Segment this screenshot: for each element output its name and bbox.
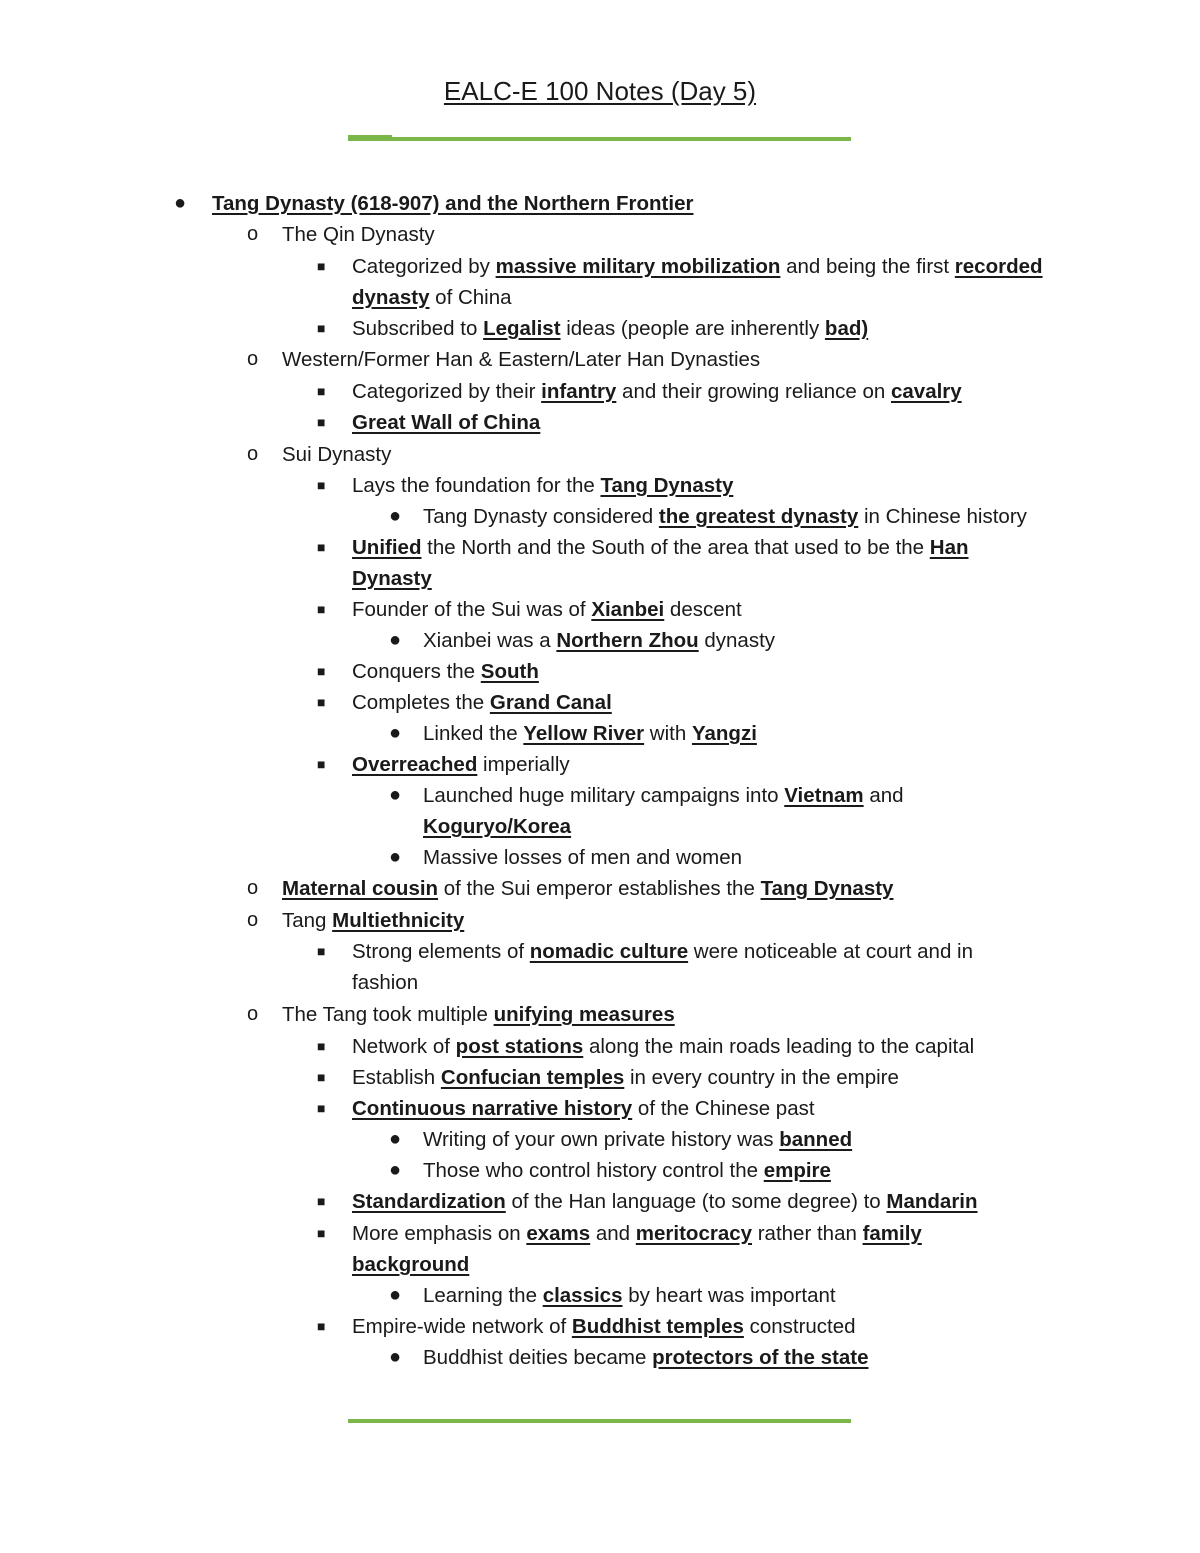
list-item: Great Wall of China: [352, 411, 541, 434]
bullet-disc-icon: ●: [389, 1159, 402, 1181]
list-item: Buddhist deities became protectors of the state: [423, 1346, 869, 1369]
list-item: Maternal cousin of the Sui emperor establishes the Tang Dynasty: [282, 877, 894, 900]
list-item: Strong elements of nomadic culture were noticeable at court and in: [352, 940, 974, 963]
list-item: Empire-wide network of Buddhist temples constructed: [352, 1315, 856, 1338]
list-item-continuation: Dynasty: [352, 567, 432, 590]
list-item: Western/Former Han & Eastern/Later Han Dynasties: [282, 348, 761, 371]
bullet-disc-icon: ●: [389, 1128, 402, 1150]
list-item: Continuous narrative history of the Chinese past: [352, 1097, 815, 1120]
list-item: Launched huge military campaigns into Vietnam and: [423, 784, 904, 807]
list-item: Learning the classics by heart was important: [423, 1284, 836, 1307]
list-item: More emphasis on exams and meritocracy rather than family: [352, 1222, 922, 1245]
bullet-circle-icon: o: [247, 348, 259, 370]
bullet-circle-icon: o: [247, 223, 259, 245]
bullet-circle-icon: o: [247, 1003, 259, 1025]
page-title: EALC-E 100 Notes (Day 5): [443, 76, 757, 106]
list-item: Subscribed to Legalist ideas (people are inherently bad): [352, 317, 869, 340]
bullet-square-icon: ■: [317, 1318, 326, 1334]
list-item: Lays the foundation for the Tang Dynasty: [352, 474, 734, 497]
bullet-square-icon: ■: [317, 1193, 326, 1209]
list-item: Linked the Yellow River with Yangzi: [423, 722, 757, 745]
bottom-divider: [348, 1419, 851, 1423]
list-item: Completes the Grand Canal: [352, 691, 612, 714]
bullet-square-icon: ■: [317, 694, 326, 710]
list-item: Tang Dynasty considered the greatest dynasty in Chinese history: [423, 505, 1027, 528]
bullet-disc-icon: ●: [389, 629, 402, 651]
bullet-disc-icon: ●: [389, 505, 402, 527]
list-item: The Tang took multiple unifying measures: [282, 1003, 675, 1026]
bullet-square-icon: ■: [317, 320, 326, 336]
list-item: Network of post stations along the main roads leading to the capital: [352, 1035, 975, 1058]
list-item: The Qin Dynasty: [282, 223, 435, 246]
list-item: Massive losses of men and women: [423, 846, 743, 869]
list-item: Overreached imperially: [352, 753, 570, 776]
bullet-square-icon: ■: [317, 477, 326, 493]
bullet-square-icon: ■: [317, 943, 326, 959]
list-item-continuation: fashion: [352, 971, 419, 994]
list-item: Standardization of the Han language (to some degree) to Mandarin: [352, 1190, 978, 1213]
bullet-square-icon: ■: [317, 663, 326, 679]
bullet-disc-icon: ●: [389, 784, 402, 806]
bullet-square-icon: ■: [317, 1225, 326, 1241]
list-item: Categorized by massive military mobilization and being the first recorded: [352, 255, 1043, 278]
list-item: Those who control history control the empire: [423, 1159, 831, 1182]
list-item-continuation: Koguryo/Korea: [423, 815, 572, 838]
bullet-square-icon: ■: [317, 601, 326, 617]
list-item: Writing of your own private history was banned: [423, 1128, 853, 1151]
bullet-square-icon: ■: [317, 756, 326, 772]
bullet-circle-icon: o: [247, 443, 259, 465]
list-item: Unified the North and the South of the area that used to be the Han: [352, 536, 969, 559]
list-item-continuation: background: [352, 1253, 470, 1276]
bullet-circle-icon: o: [247, 909, 259, 931]
list-item-continuation: dynasty of China: [352, 286, 512, 309]
bullet-disc-icon: ●: [174, 192, 187, 214]
list-item: Categorized by their infantry and their growing reliance on cavalry: [352, 380, 962, 403]
list-item: Tang Multiethnicity: [282, 909, 465, 932]
bullet-square-icon: ■: [317, 383, 326, 399]
bullet-square-icon: ■: [317, 1100, 326, 1116]
list-item: Sui Dynasty: [282, 443, 392, 466]
bullet-disc-icon: ●: [389, 722, 402, 744]
list-item: Establish Confucian temples in every country in the empire: [352, 1066, 899, 1089]
bullet-circle-icon: o: [247, 877, 259, 899]
bullet-disc-icon: ●: [389, 1284, 402, 1306]
bullet-disc-icon: ●: [389, 846, 402, 868]
bullet-square-icon: ■: [317, 414, 326, 430]
outline-heading: Tang Dynasty (618-907) and the Northern Frontier: [212, 192, 694, 215]
bullet-square-icon: ■: [317, 1038, 326, 1054]
bullet-disc-icon: ●: [389, 1346, 402, 1368]
bullet-square-icon: ■: [317, 1069, 326, 1085]
list-item: Xianbei was a Northern Zhou dynasty: [423, 629, 776, 652]
bullet-square-icon: ■: [317, 258, 326, 274]
bullet-square-icon: ■: [317, 539, 326, 555]
list-item: Conquers the South: [352, 660, 539, 683]
list-item: Founder of the Sui was of Xianbei descent: [352, 598, 742, 621]
